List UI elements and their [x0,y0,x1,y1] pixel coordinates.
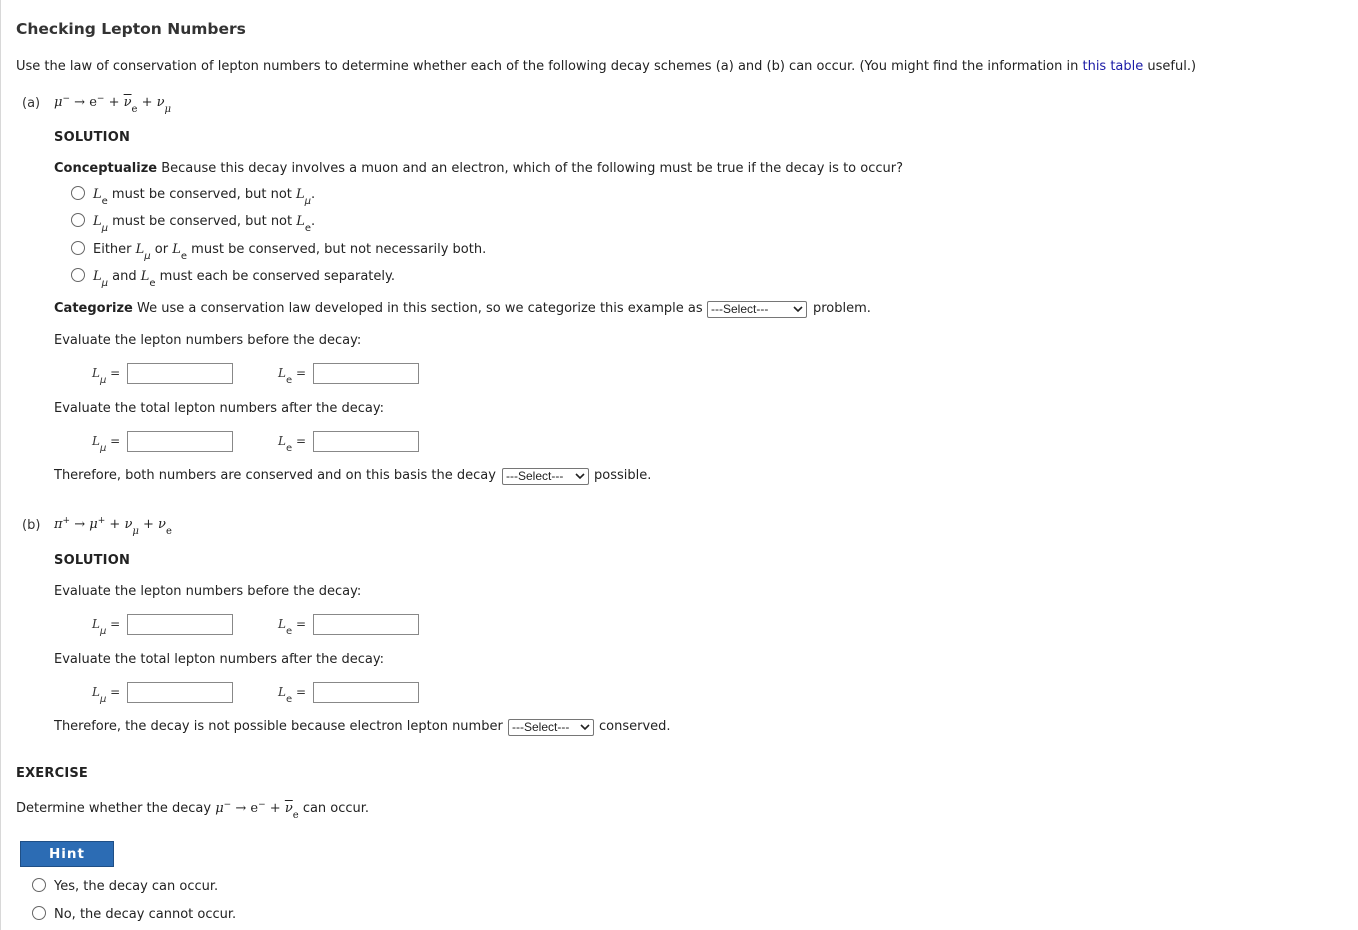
conceptualize-option[interactable]: $L_\mu$ must be conserved, but not $L_e$. [71,213,315,229]
solution-heading-a: SOLUTION [54,130,131,145]
radio-button[interactable] [71,186,85,200]
L-e-before-input-b[interactable] [313,614,419,635]
L-mu-after-input-b[interactable] [127,682,233,703]
L-mu-label: $L_\mu$ = [92,617,121,637]
L-mu-before-input-b[interactable] [127,614,233,635]
L-mu-before-input-a[interactable] [127,363,233,384]
after-decay-text-b: Evaluate the total lepton numbers after the decay: [54,652,385,667]
conclusion-before-b: Therefore, the decay is not possible because electron lepton number [54,719,503,734]
conclusion-after-b: conserved. [599,719,671,734]
conclusion-before-a: Therefore, both numbers are conserved and on this basis the decay [54,468,496,483]
conceptualize-keyword: Conceptualize [54,161,158,176]
L-e-label: $L_e$ = [278,434,307,454]
L-e-before-input-a[interactable] [313,363,419,384]
chevron-down-icon [575,471,585,481]
part-a-label: (a) [22,96,41,111]
chevron-down-icon [793,304,803,314]
radio-button[interactable] [71,213,85,227]
categorize-after: problem. [813,301,871,316]
part-b-label: (b) [22,518,41,533]
chevron-down-icon [580,722,590,732]
categorize-prompt [54,301,703,316]
categorize-text: We use a conservation law developed in this section, so we categorize this example as [132,301,703,316]
exercise-prompt: Determine whether the decay $\mu^- \to e^- + \overline{\nu}_e$ can occur. [16,800,370,821]
conceptualize-option[interactable]: $L_\mu$ and $L_e$ must each be conserved separately. [71,268,395,284]
solution-heading-b: SOLUTION [54,553,131,568]
L-mu-label: $L_\mu$ = [92,685,121,705]
exercise-option-no[interactable]: No, the decay cannot occur. [32,906,236,922]
radio-button[interactable] [32,906,46,920]
L-e-label: $L_e$ = [278,366,307,386]
frame-left-border [0,0,1,930]
intro-text [16,59,1196,74]
conceptualize-option[interactable]: Either $L_\mu$ or $L_e$ must be conserved, but not necessarily both. [71,241,486,257]
table-link[interactable]: this table [1082,59,1144,74]
intro-before: Use the law of conservation of lepton numbers to determine whether each of the following decay schemes (a) and (b) can occur. (You might find the information in [16,59,1083,74]
exercise-heading: EXERCISE [16,766,89,781]
decay-equation-b: $\pi^+ \to \mu^+ + \nu_\mu + \nu_e$ [54,516,172,537]
before-decay-text-a: Evaluate the lepton numbers before the decay: [54,333,362,348]
possible-select-a[interactable]: ---Select--- [502,468,589,485]
conceptualize-option[interactable]: $L_e$ must be conserved, but not $L_\mu$. [71,186,315,202]
page-title: Checking Lepton Numbers [16,20,246,38]
conceptualize-text: Because this decay involves a muon and an electron, which of the following must be true if the decay is to occur? [157,161,903,176]
L-mu-label: $L_\mu$ = [92,434,121,454]
before-decay-text-b: Evaluate the lepton numbers before the decay: [54,584,362,599]
exercise-option-yes[interactable]: Yes, the decay can occur. [32,878,218,894]
L-e-after-input-b[interactable] [313,682,419,703]
radio-button[interactable] [71,241,85,255]
L-mu-label: $L_\mu$ = [92,366,121,386]
L-e-label: $L_e$ = [278,685,307,705]
L-e-label: $L_e$ = [278,617,307,637]
conceptualize-prompt [54,161,903,176]
conserved-select-b[interactable]: ---Select--- [508,719,594,736]
after-decay-text-a: Evaluate the total lepton numbers after the decay: [54,401,385,416]
hint-button[interactable]: Hint [20,841,114,867]
categorize-keyword: Categorize [54,301,133,316]
categorize-select[interactable]: ---Select--- [707,301,807,318]
radio-button[interactable] [32,878,46,892]
radio-button[interactable] [71,268,85,282]
intro-after: useful.) [1143,59,1197,74]
L-mu-after-input-a[interactable] [127,431,233,452]
L-e-after-input-a[interactable] [313,431,419,452]
decay-equation-a: $\mu^- \to e^- + \overline{\nu}_e + \nu_\mu$ [54,94,172,115]
conclusion-after-a: possible. [594,468,652,483]
